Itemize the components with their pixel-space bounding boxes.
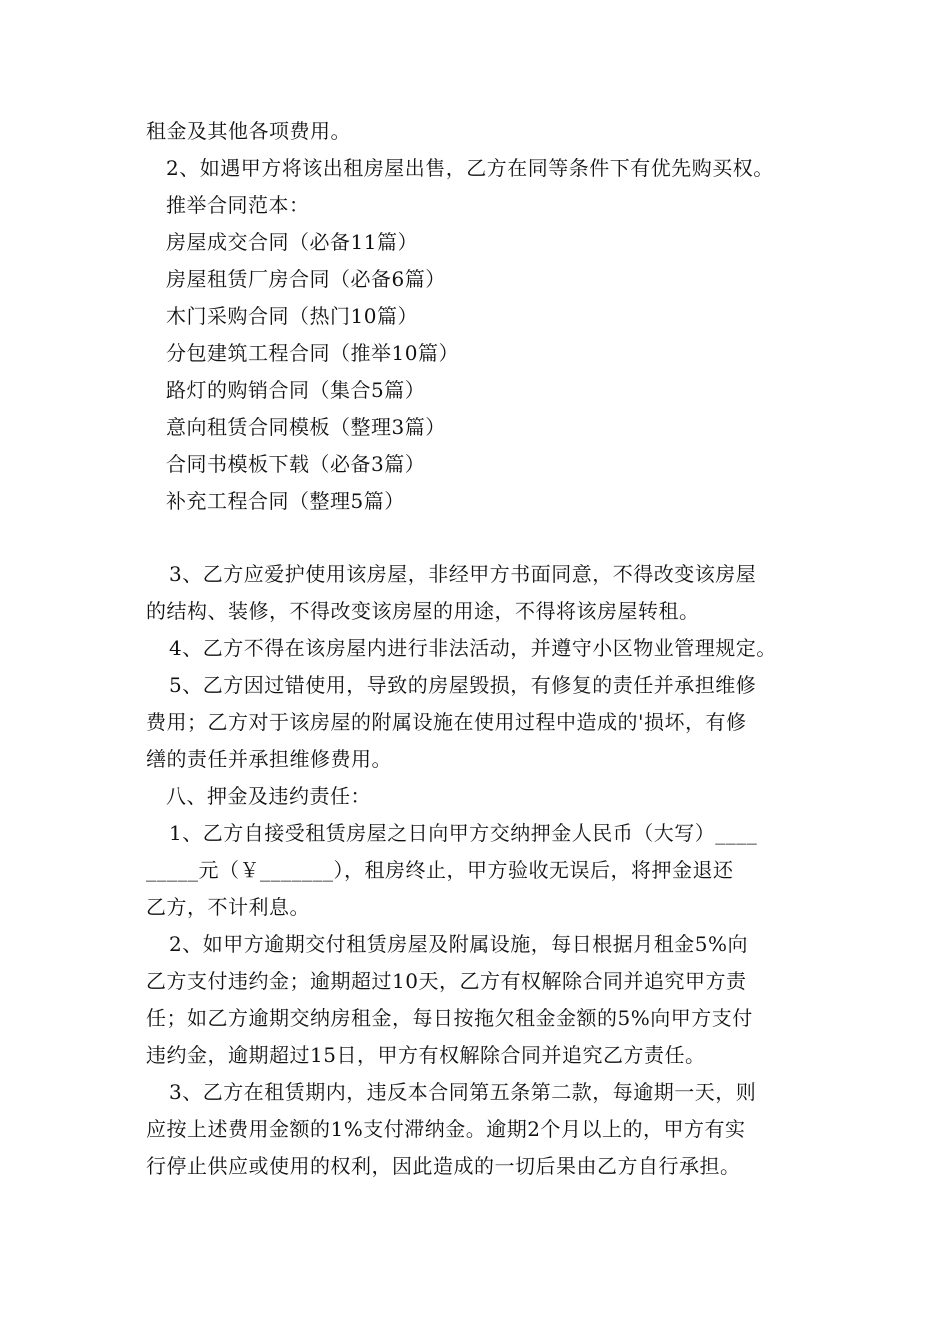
recommend-item[interactable]: 房屋租赁厂房合同（必备6篇）: [166, 267, 446, 291]
clause-line: 3、乙方在租赁期内，违反本合同第五条第二款，每逾期一天，则: [169, 1080, 757, 1104]
clause-line: 乙方，不计利息。: [146, 895, 310, 919]
recommend-item[interactable]: 合同书模板下载（必备3篇）: [166, 452, 426, 476]
recommend-item[interactable]: 木门采购合同（热门10篇）: [166, 304, 418, 328]
recommend-item[interactable]: 意向租赁合同模板（整理3篇）: [166, 415, 446, 439]
clause-line: 3、乙方应爱护使用该房屋，非经甲方书面同意，不得改变该房屋: [169, 562, 757, 586]
clause-line: 应按上述费用金额的1%支付滞纳金。逾期2个月以上的，甲方有实: [146, 1117, 746, 1141]
clause-line: 1、乙方自接受租赁房屋之日向甲方交纳押金人民币（大写）____: [169, 821, 758, 845]
clause-line: 5、乙方因过错使用，导致的房屋毁损，有修复的责任并承担维修: [169, 673, 757, 697]
clause-line: 的结构、装修，不得改变该房屋的用途，不得将该房屋转租。: [146, 599, 700, 623]
clause-line: 任；如乙方逾期交纳房租金，每日按拖欠租金金额的5%向甲方支付: [146, 1006, 753, 1030]
spacer: [146, 520, 818, 556]
clause-line: 缮的责任并承担维修费用。: [146, 747, 392, 771]
clause-line: 行停止供应或使用的权利，因此造成的一切后果由乙方自行承担。: [146, 1154, 741, 1178]
recommend-item[interactable]: 路灯的购销合同（集合5篇）: [166, 378, 426, 402]
clause-line: _____元（￥_______），租房终止，甲方验收无误后，将押金退还: [146, 858, 734, 882]
recommend-title: 推举合同范本：: [166, 193, 310, 217]
body-line: 租金及其他各项费用。: [146, 119, 351, 143]
clause-line: 4、乙方不得在该房屋内进行非法活动，并遵守小区物业管理规定。: [169, 636, 777, 660]
section-title: 八、押金及违约责任：: [166, 784, 371, 808]
document-page: [146, 113, 818, 1185]
clause-line: 费用；乙方对于该房屋的附属设施在使用过程中造成的'损坏，有修: [146, 710, 747, 734]
recommend-item[interactable]: 分包建筑工程合同（推举10篇）: [166, 341, 459, 365]
clause-line: 2、如遇甲方将该出租房屋出售，乙方在同等条件下有优先购买权。: [166, 156, 774, 180]
clause-line: 2、如甲方逾期交付租赁房屋及附属设施，每日根据月租金5%向: [169, 932, 748, 956]
recommend-item[interactable]: 房屋成交合同（必备11篇）: [166, 230, 418, 254]
recommend-item[interactable]: 补充工程合同（整理5篇）: [166, 489, 405, 513]
clause-line: 乙方支付违约金；逾期超过10天，乙方有权解除合同并追究甲方责: [146, 969, 747, 993]
clause-line: 违约金，逾期超过15日，甲方有权解除合同并追究乙方责任。: [146, 1043, 706, 1067]
